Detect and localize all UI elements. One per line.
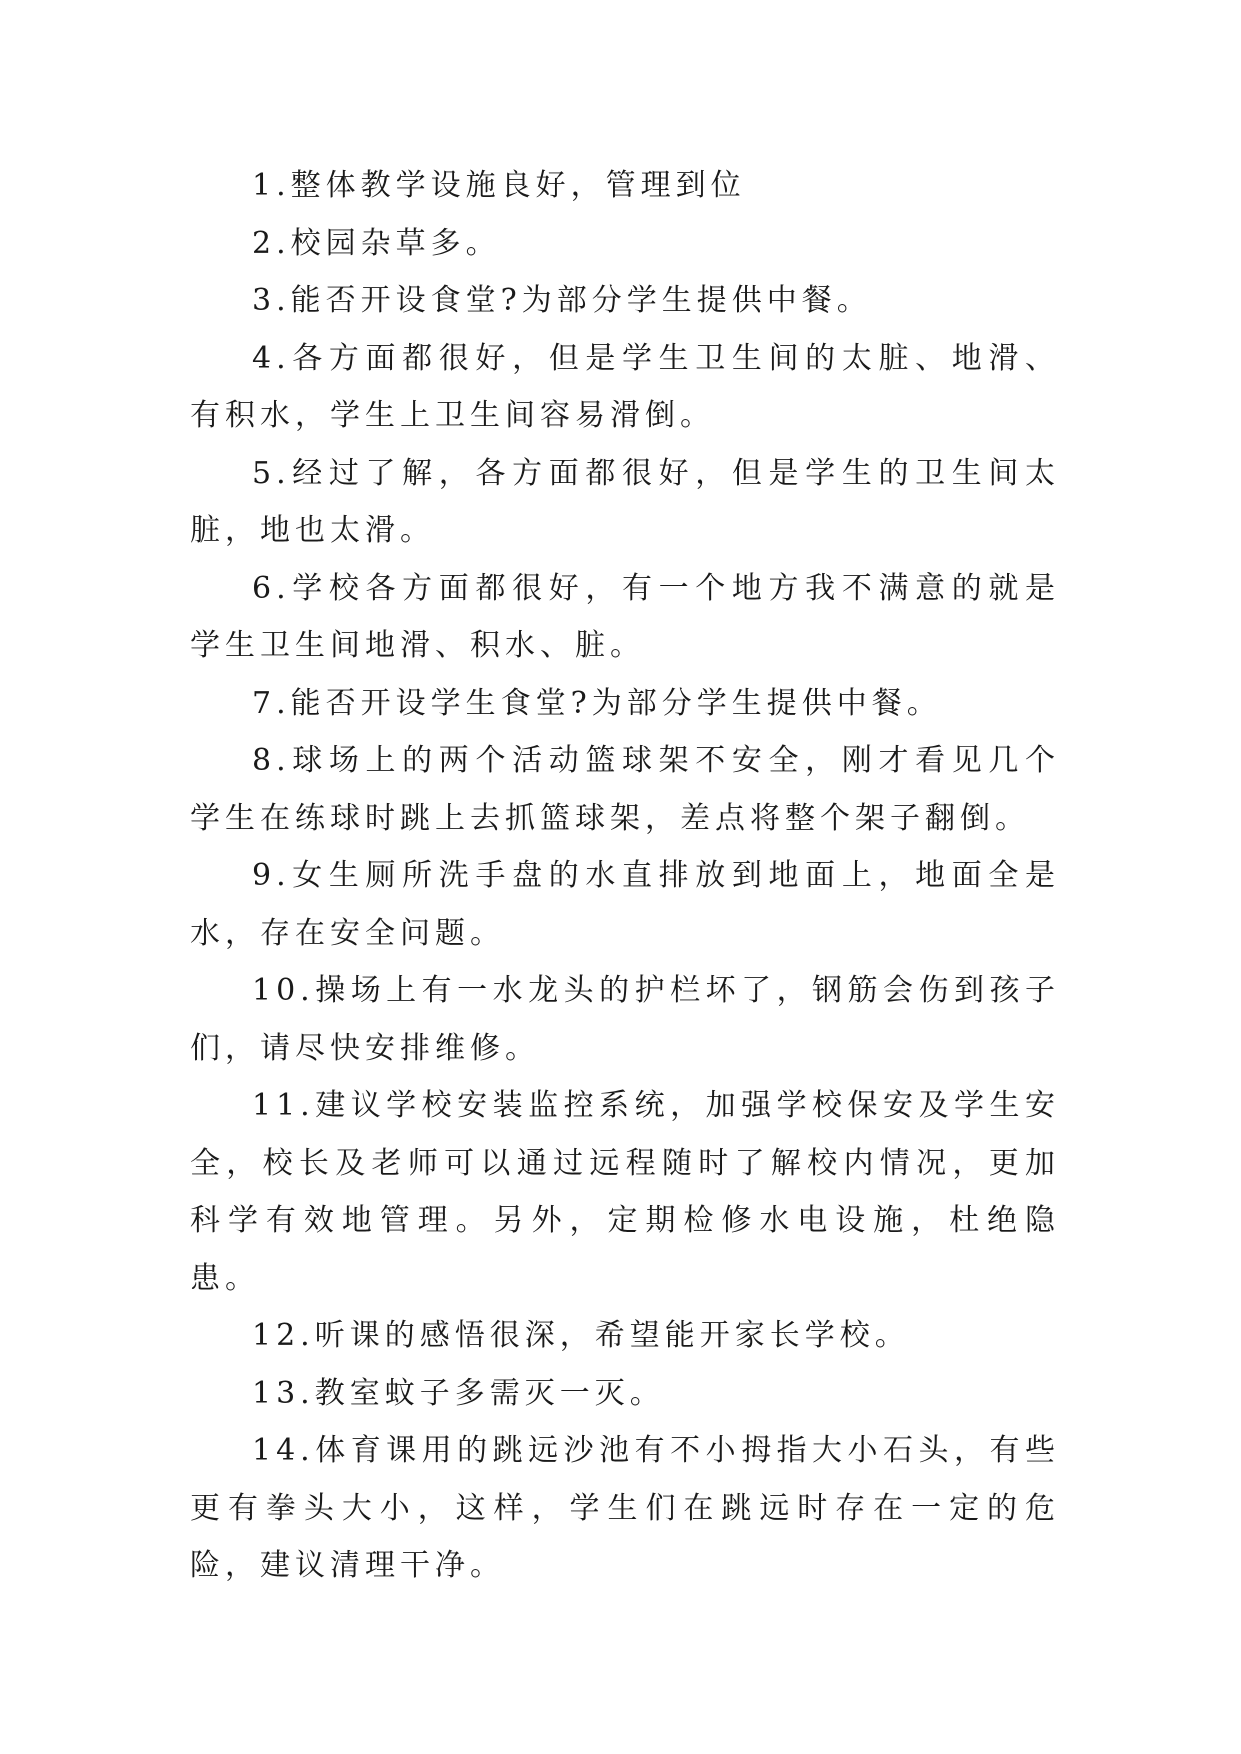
paragraph-8: 8.球场上的两个活动篮球架不安全，刚才看见几个学生在练球时跳上去抓篮球架，差点将整个架子翻倒。 [190,743,1060,836]
paragraph-13: 13.教室蚊子多需灭一灭。 [252,1375,665,1411]
paragraph-1: 1.整体教学设施良好，管理到位 [252,168,746,203]
paragraph-12: 12.听课的感悟很深，希望能开家长学校。 [252,1318,910,1353]
paragraph-9: 9.女生厕所洗手盘的水直排放到地面上，地面全是水，存在安全问题。 [190,858,1060,951]
paragraph-5: 5.经过了解，各方面都很好，但是学生的卫生间太脏，地也太滑。 [190,455,1060,548]
paragraph-4: 4.各方面都很好，但是学生卫生间的太脏、地滑、有积水，学生上卫生间容易滑倒。 [190,340,1060,433]
paragraph-6: 6.学校各方面都很好，有一个地方我不满意的就是学生卫生间地滑、积水、脏。 [190,570,1060,663]
paragraph-11: 11.建议学校安装监控系统，加强学校保安及学生安全，校长及老师可以通过远程随时了解校内情况，更加科学有效地管理。另外，定期检修水电设施，杜绝隐患。 [190,1088,1060,1296]
paragraph-14: 14.体育课用的跳远沙池有不小拇指大小石头，有些更有拳头大小，这样，学生们在跳远时存在一定的危险，建议清理干净。 [190,1433,1060,1583]
paragraph-2: 2.校园杂草多。 [252,225,501,261]
paragraph-10: 10.操场上有一水龙头的护栏坏了，钢筋会伤到孩子们，请尽快安排维修。 [190,973,1060,1066]
document-body [190,157,1060,1595]
paragraph-3: 3.能否开设食堂?为部分学生提供中餐。 [252,283,872,318]
paragraph-7: 7.能否开设学生食堂?为部分学生提供中餐。 [252,685,942,721]
